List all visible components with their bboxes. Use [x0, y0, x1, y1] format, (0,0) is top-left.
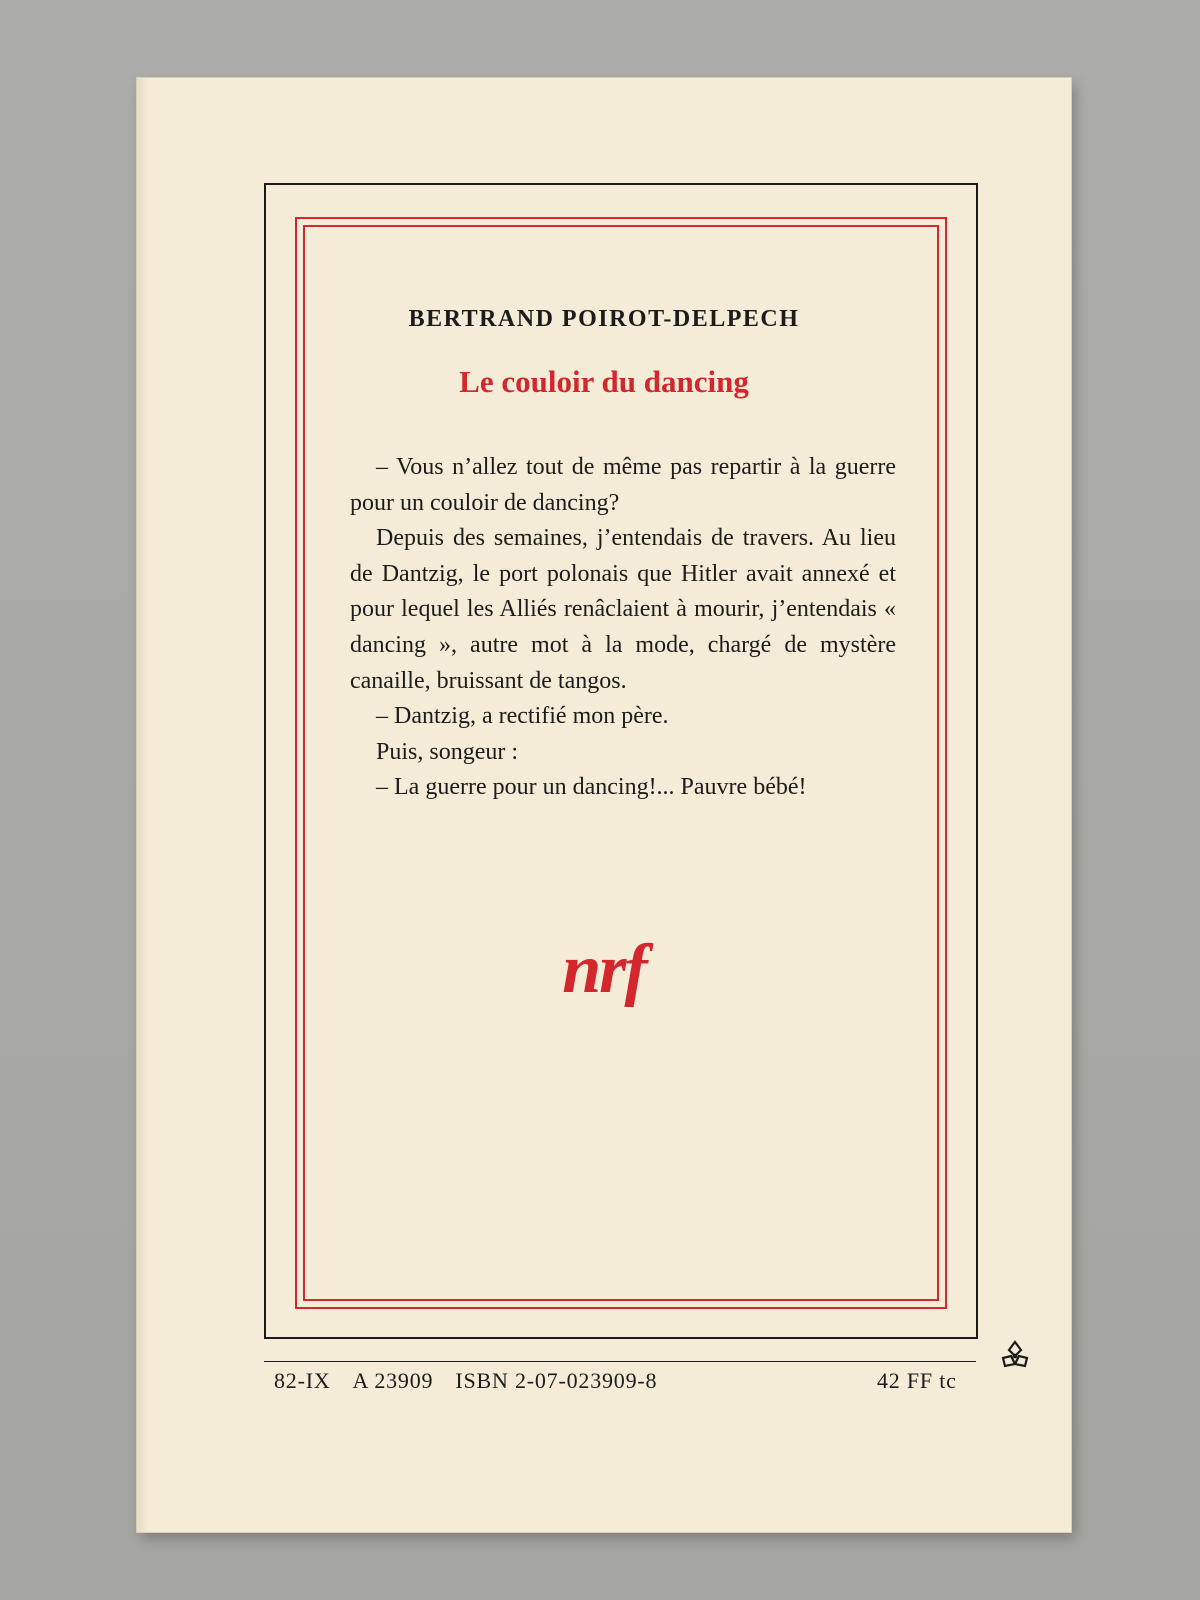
series-code: 82-IX [274, 1368, 331, 1393]
trefoil-publisher-mark-icon [995, 1336, 1035, 1376]
excerpt-paragraph: Depuis des semaines, j’entendais de travers. Au lieu de Dantzig, le port polonais que Hitler avait annexé et pour lequel les Alliés renâclaient à mourir, j’entendais « dancing », autre mot à la mode, chargé de mystère canaille, bruissant de tangos. [350, 525, 896, 694]
footer-codes [274, 1368, 679, 1394]
isbn: ISBN 2-07-023909-8 [455, 1368, 658, 1393]
catalog-number: A 23909 [352, 1368, 434, 1393]
book-back-cover [137, 78, 1071, 1532]
excerpt-paragraph: – La guerre pour un dancing!... Pauvre bébé! [376, 774, 807, 801]
excerpt-paragraph: – Dantzig, a rectifié mon père. [376, 703, 669, 730]
price: 42 FF tc [877, 1368, 957, 1393]
excerpt-text [350, 450, 896, 806]
footer-rule [264, 1361, 976, 1362]
author-name: BERTRAND POIROT-DELPECH [408, 306, 800, 332]
book-title: Le couloir du dancing [459, 364, 749, 399]
excerpt-paragraph: Puis, songeur : [376, 738, 519, 765]
excerpt-paragraph: – Vous n’allez tout de même pas repartir à la guerre pour un couloir de dancing? [350, 454, 896, 516]
cover-edge [137, 78, 149, 1532]
nrf-logo: nrf [562, 931, 646, 1008]
